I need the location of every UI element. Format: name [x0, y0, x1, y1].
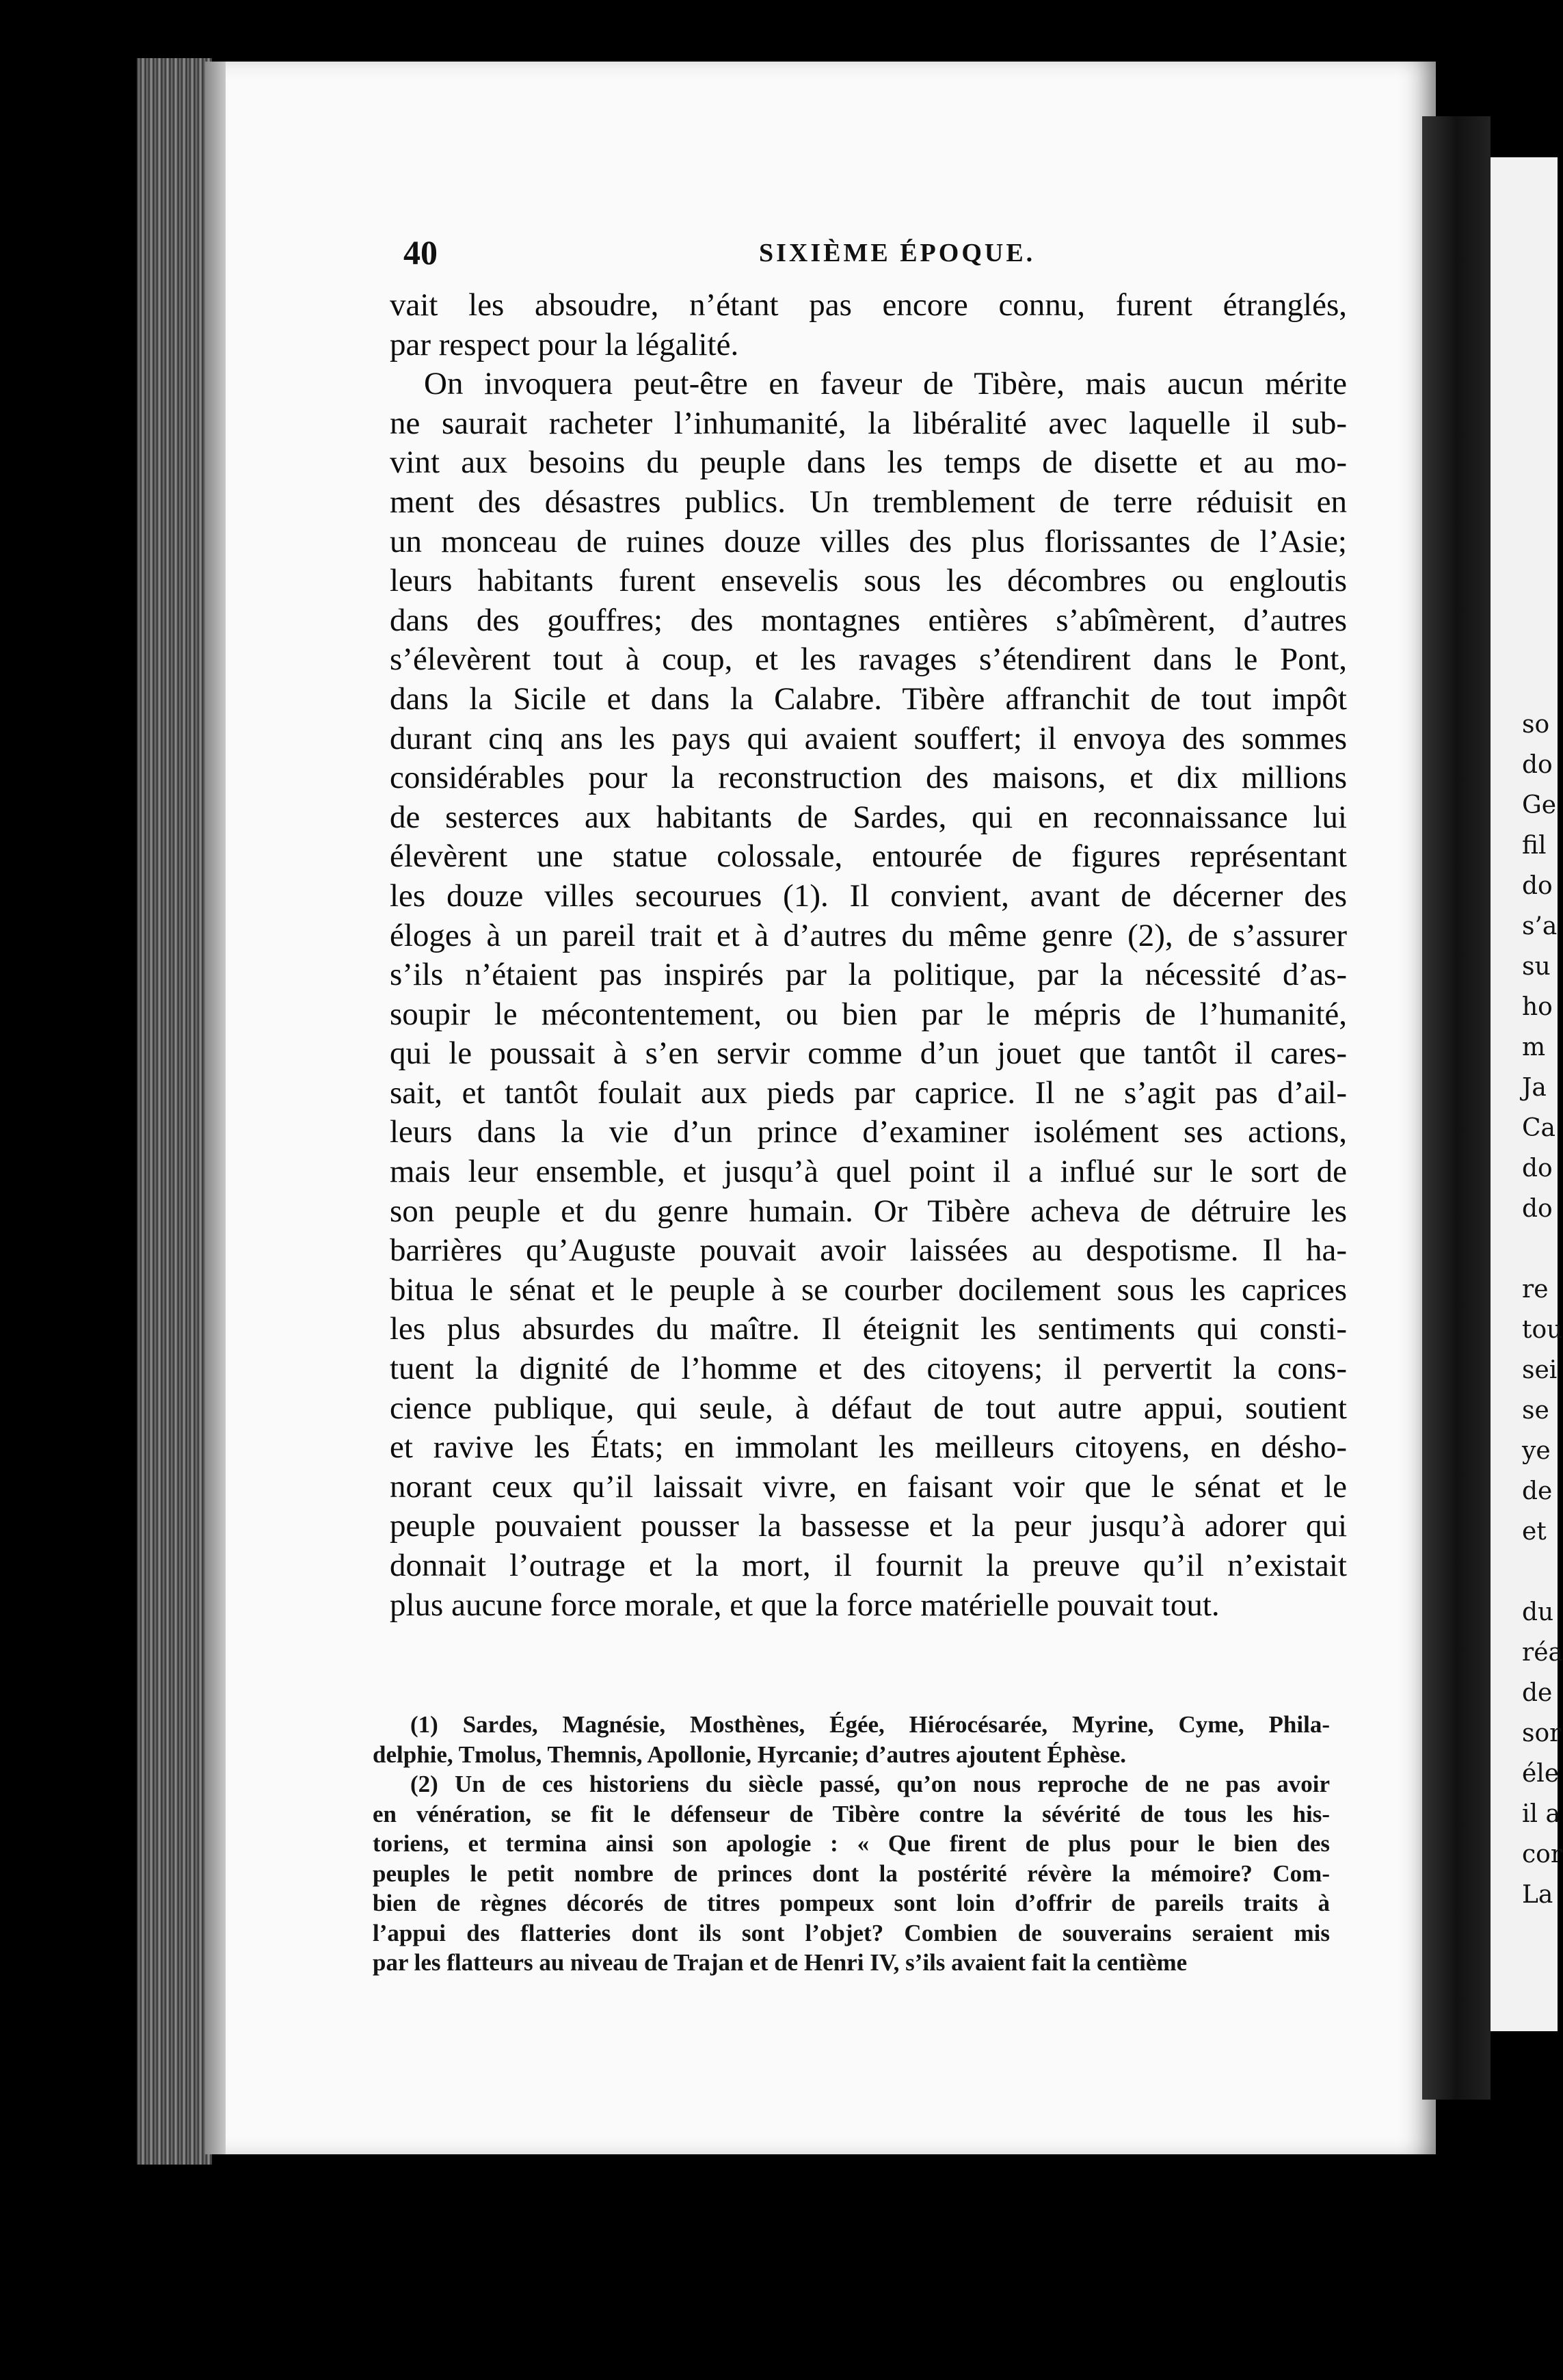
text-line: qui le poussait à s’en servir comme d’un jouet que tantôt il cares- — [390, 1035, 1347, 1072]
text-line: vint aux besoins du peuple dans les temps de disette et au mo- — [390, 445, 1347, 481]
page-header — [403, 233, 1367, 280]
text-line: durant cinq ans les pays qui avaient souffert; il envoya des sommes — [390, 720, 1347, 756]
fragment: ho — [1522, 993, 1553, 1021]
fragment: se — [1522, 1397, 1549, 1425]
text-line: dans la Sicile et dans la Calabre. Tibère affranchit de tout impôt — [390, 680, 1347, 717]
fragment — [1522, 1552, 1558, 1592]
text-line: donnait l’outrage et la mort, il fournit la preuve qu’il n’existait — [390, 1548, 1347, 1583]
fragment — [1522, 1229, 1558, 1269]
text-line: considérables pour la reconstruction des maisons, et dix millions — [390, 760, 1347, 796]
footnote-line: en vénération, se fit le défenseur de Tibère contre la sévérité de tous les his- — [373, 1800, 1330, 1827]
fragment: et — [1522, 1518, 1547, 1546]
text-line: peuple pouvaient pousser la bassesse et la peur jusqu’à adorer qui — [390, 1508, 1347, 1544]
fragment: de — [1522, 1679, 1553, 1707]
fragment: m — [1522, 1033, 1546, 1061]
text-line: par respect pour la légalité. — [390, 326, 739, 362]
fragment: réa — [1522, 1639, 1563, 1667]
fragment: fil — [1522, 832, 1547, 860]
fragment: do — [1522, 751, 1553, 779]
fragment: de — [1522, 1477, 1553, 1505]
text-line: élevèrent une statue colossale, entourée de figures représentant — [390, 838, 1347, 875]
page-gutter — [1422, 116, 1491, 2100]
text-line: tuent la dignité de l’homme et des citoyens; il pervertit la cons- — [390, 1351, 1347, 1387]
body-text — [390, 286, 1347, 1625]
fragment: tou — [1522, 1316, 1563, 1344]
text-line: les plus absurdes du maître. Il éteignit les sentiments qui consti- — [390, 1311, 1347, 1347]
fragment: Ge — [1522, 791, 1557, 819]
page-number: 40 — [403, 233, 438, 272]
footnote-line: toriens, et termina ainsi son apologie : « Que firent de plus pour le bien des — [373, 1830, 1330, 1857]
next-page-fragments — [1522, 704, 1563, 1915]
fragment: éle — [1522, 1760, 1560, 1788]
text-line: On invoquera peut-être en faveur de Tibère, mais aucun mérite — [424, 366, 1347, 402]
footnote-line: (1) Sardes, Magnésie, Mosthènes, Égée, Hiérocésarée, Myrine, Cyme, Phila- — [410, 1711, 1330, 1738]
text-line: mais leur ensemble, et jusqu’à quel point il a influé sur le sort de — [390, 1154, 1347, 1190]
text-line: s’ils n’étaient pas inspirés par la politique, par la nécessité d’as- — [390, 957, 1347, 993]
text-line: vait les absoudre, n’étant pas encore connu, furent étranglés, — [390, 287, 1347, 323]
footnote-line: peuples le petit nombre de princes dont la postérité révère la mémoire? Com- — [373, 1860, 1330, 1887]
fragment: il a — [1522, 1800, 1560, 1828]
text-line: ne saurait racheter l’inhumanité, la libéralité avec laquelle il sub- — [390, 405, 1347, 441]
fragment: du — [1522, 1598, 1554, 1626]
text-line: de sesterces aux habitants de Sardes, qui en reconnaissance lui — [390, 799, 1347, 835]
footnote-line: bien de règnes décorés de titres pompeux sont loin d’offrir de pareils traits à — [373, 1890, 1330, 1916]
text-line: leurs habitants furent ensevelis sous les décombres ou engloutis — [390, 563, 1347, 599]
fragment: sei — [1522, 1356, 1558, 1384]
fragment: La — [1522, 1881, 1553, 1909]
footnote-line: (2) Un de ces historiens du siècle passé, qu’on nous reproche de ne pas avoir — [410, 1771, 1330, 1797]
text-line: les douze villes secourues (1). Il convient, avant de décerner des — [390, 877, 1347, 914]
fragment: so — [1522, 711, 1550, 739]
text-line: bitua le sénat et le peuple à se courber docilement sous les caprices — [390, 1271, 1347, 1308]
text-line: cience publique, qui seule, à défaut de tout autre appui, soutient — [390, 1390, 1347, 1426]
footnote-line: par les flatteurs au niveau de Trajan et de Henri IV, s’ils avaient fait la centième — [373, 1949, 1188, 1976]
text-line: barrières qu’Auguste pouvait avoir laissées au despotisme. Il ha- — [390, 1232, 1347, 1269]
fragment: su — [1522, 953, 1551, 981]
text-line: son peuple et du genre humain. Or Tibère acheva de détruire les — [390, 1193, 1347, 1229]
text-line: sait, et tantôt foulait aux pieds par caprice. Il ne s’agit pas d’ail- — [390, 1074, 1347, 1111]
fragment: ye — [1522, 1437, 1551, 1465]
fragment: s’a — [1522, 912, 1558, 940]
footnote-line: l’appui des flatteries dont ils sont l’objet? Combien de souverains seraient mis — [373, 1919, 1330, 1946]
text-line: ment des désastres publics. Un tremblement de terre réduisit en — [390, 484, 1347, 520]
page-edge-shading — [137, 58, 212, 2165]
fragment: Ca — [1522, 1114, 1556, 1142]
fragment: cor — [1522, 1840, 1563, 1868]
text-line: et ravive les États; en immolant les meilleurs citoyens, en désho- — [390, 1429, 1347, 1466]
running-title: SIXIÈME ÉPOQUE. — [759, 239, 1036, 267]
fragment: do — [1522, 1154, 1553, 1182]
text-line: un monceau de ruines douze villes des plus florissantes de l’Asie; — [390, 523, 1347, 559]
footnote-line: delphie, Tmolus, Themnis, Apollonie, Hyrcanie; d’autres ajoutent Éphèse. — [373, 1741, 1126, 1768]
fragment: Ja — [1522, 1074, 1547, 1102]
text-line: soupir le mécontentement, ou bien par le mépris de l’humanité, — [390, 996, 1347, 1032]
text-line: leurs dans la vie d’un prince d’examiner isolément ses actions, — [390, 1114, 1347, 1150]
text-line: norant ceux qu’il laissait vivre, en faisant voir que le sénat et le — [390, 1468, 1347, 1505]
fragment: do — [1522, 872, 1553, 900]
footnotes — [373, 1710, 1330, 1978]
text-line: dans des gouffres; des montagnes entières s’abîmèrent, d’autres — [390, 602, 1347, 638]
text-line: plus aucune force morale, et que la force matérielle pouvait tout. — [390, 1587, 1220, 1623]
text-line: s’élevèrent tout à coup, et les ravages s’étendirent dans le Pont, — [390, 642, 1347, 678]
fragment: sor — [1522, 1719, 1562, 1747]
fragment: re — [1522, 1275, 1549, 1304]
fragment: do — [1522, 1195, 1553, 1223]
text-line: éloges à un pareil trait et à d’autres du même genre (2), de s’assurer — [390, 917, 1347, 953]
